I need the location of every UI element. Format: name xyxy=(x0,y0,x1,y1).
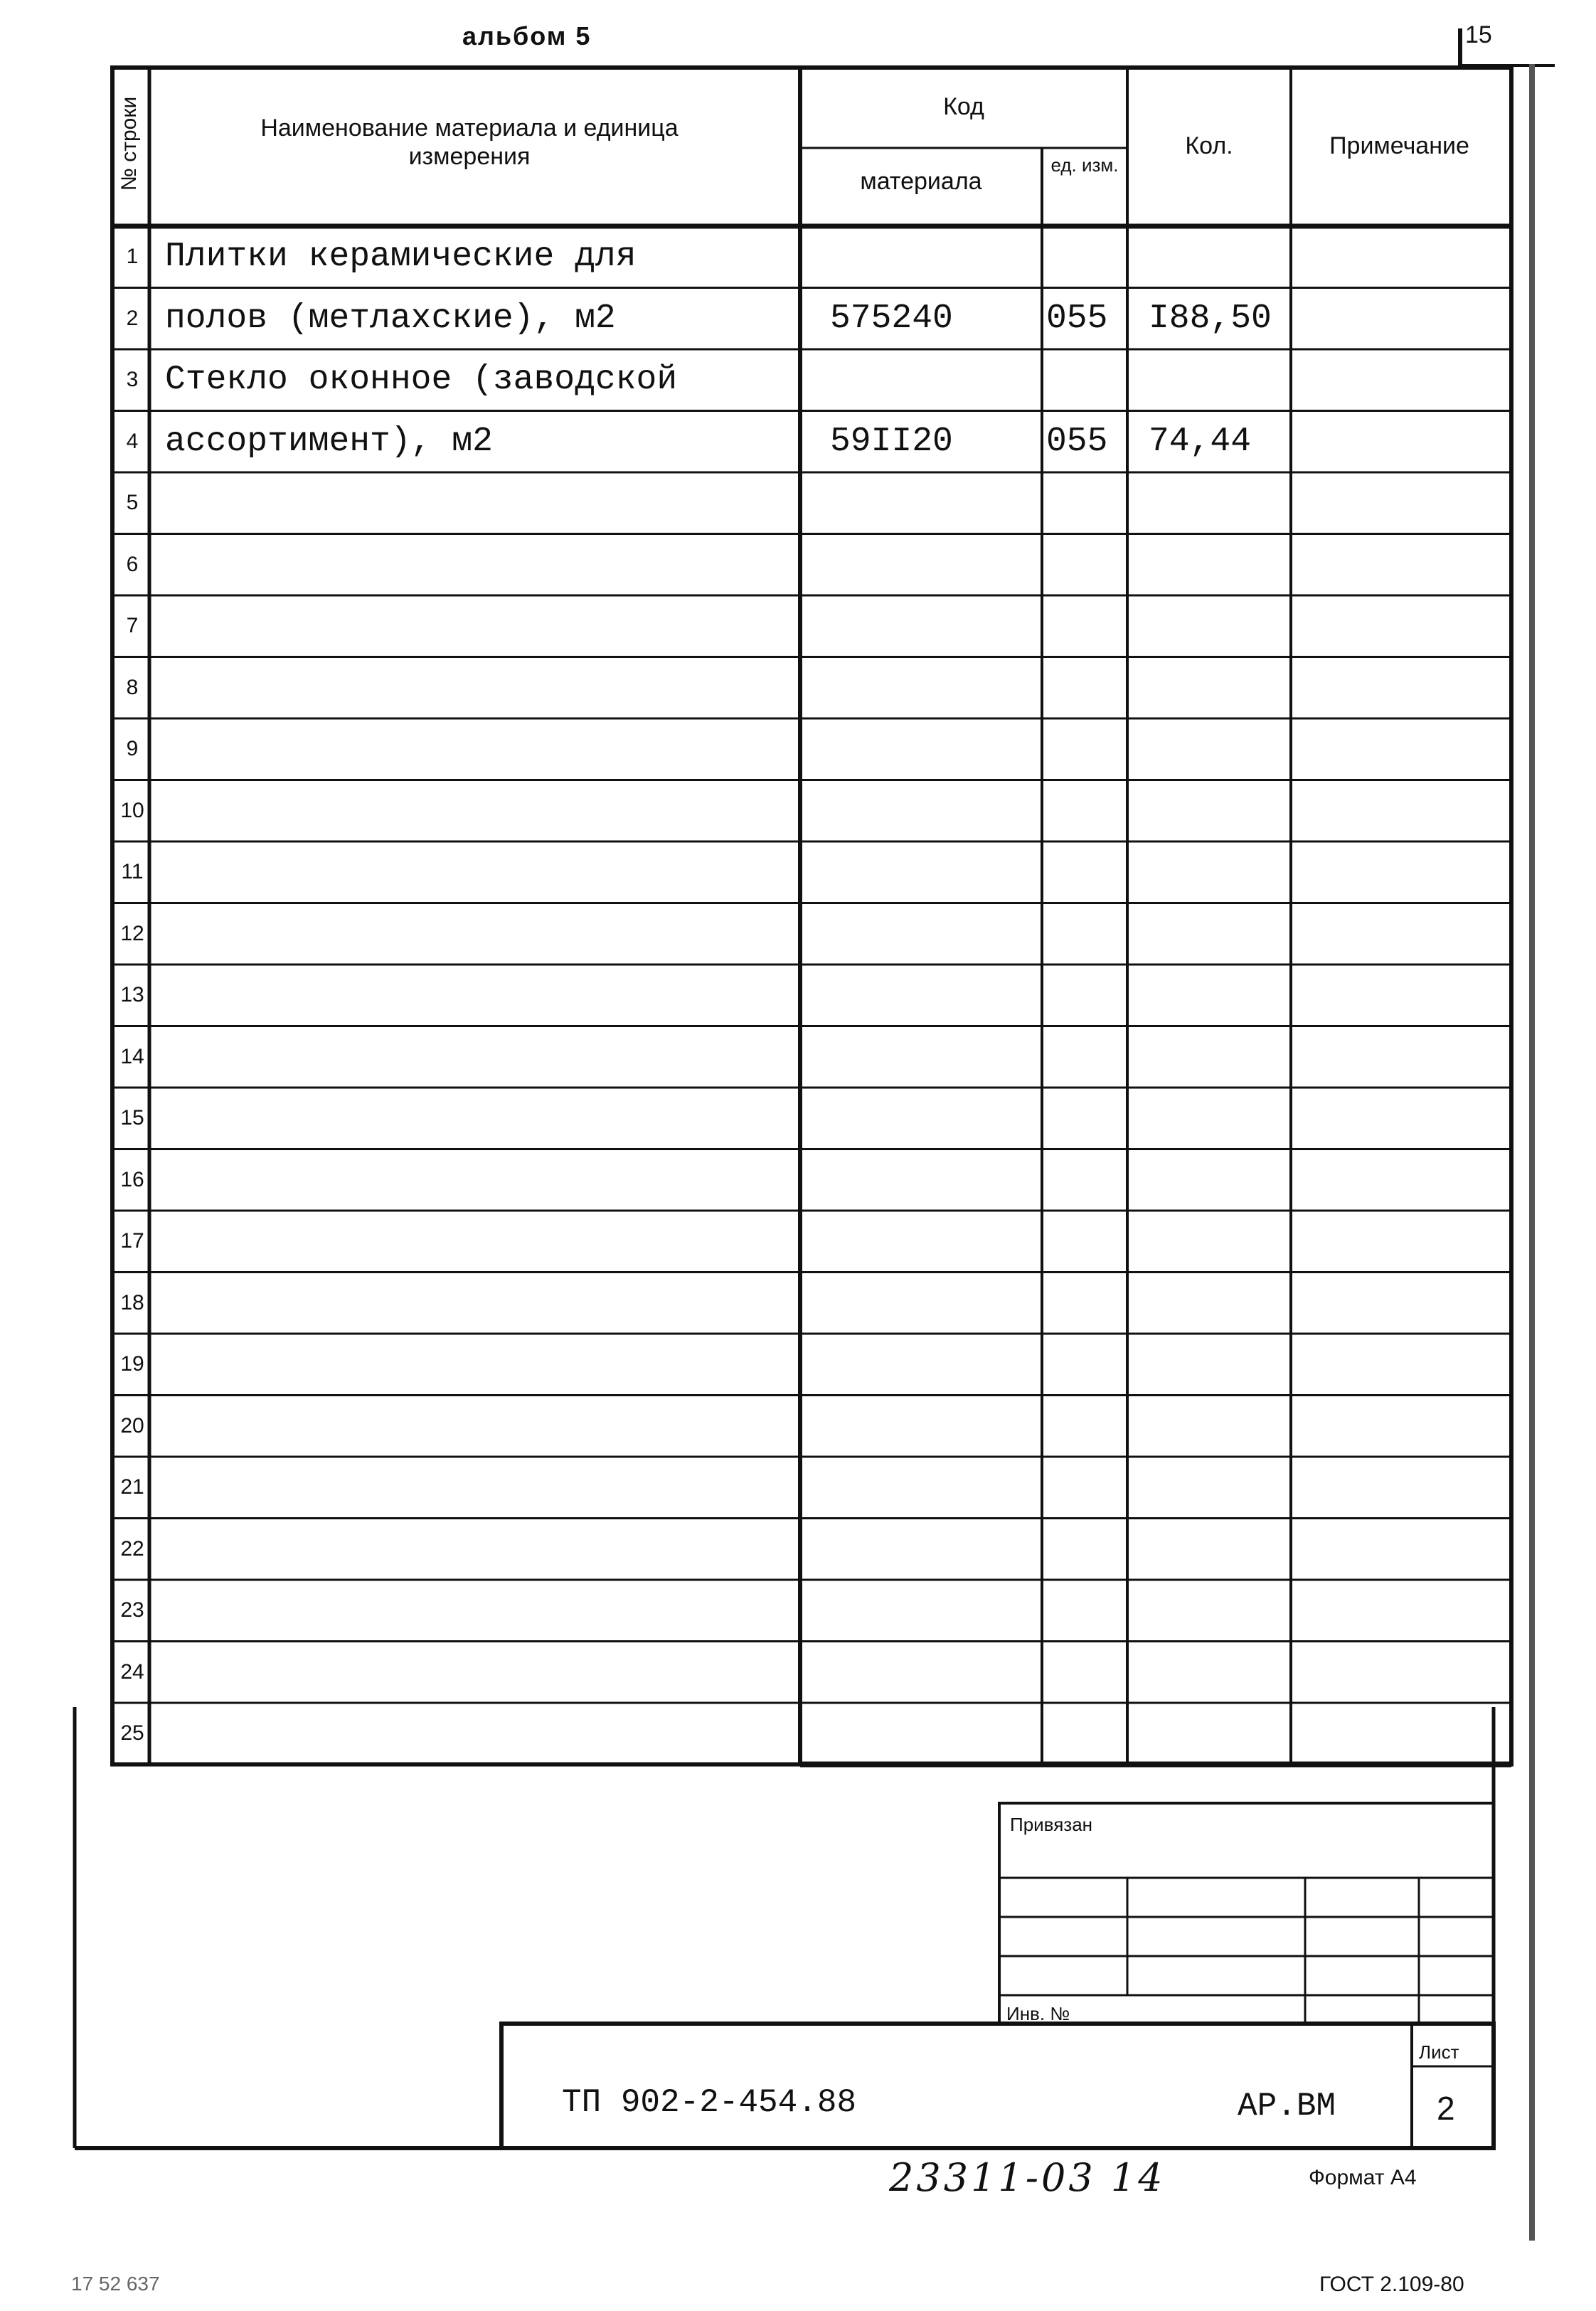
row-name xyxy=(165,1088,794,1149)
row-material-code xyxy=(830,1026,1036,1088)
header-note: Примечание xyxy=(1329,132,1469,159)
row-number: 10 xyxy=(120,798,144,822)
row-quantity xyxy=(1149,595,1284,657)
row-quantity xyxy=(1149,1580,1284,1642)
row-quantity xyxy=(1149,657,1284,719)
row-note xyxy=(1305,1149,1504,1211)
row-material-code xyxy=(830,472,1036,534)
row-unit-code xyxy=(1046,1334,1124,1396)
header-row-number-label: № строки xyxy=(117,96,141,191)
row-quantity xyxy=(1149,349,1284,411)
row-material-code xyxy=(830,1703,1036,1765)
row-note xyxy=(1305,472,1504,534)
row-unit-code xyxy=(1046,657,1124,719)
handwritten-number: 23311-03 14 xyxy=(889,2155,1166,2200)
binding-title: Привязан xyxy=(1010,1814,1093,1835)
row-unit-code xyxy=(1046,841,1124,903)
row-unit-code xyxy=(1046,472,1124,534)
row-material-code xyxy=(830,534,1036,596)
row-note xyxy=(1305,1703,1504,1765)
row-quantity xyxy=(1149,1703,1284,1765)
row-number: 7 xyxy=(126,614,139,637)
row-material-code xyxy=(830,1273,1036,1334)
row-unit-code xyxy=(1046,1211,1124,1273)
row-unit-code xyxy=(1046,1149,1124,1211)
row-unit-code xyxy=(1046,226,1124,288)
row-name xyxy=(165,1642,794,1704)
row-quantity xyxy=(1149,841,1284,903)
row-note xyxy=(1305,1026,1504,1088)
row-unit-code xyxy=(1046,1457,1124,1519)
row-material-code xyxy=(830,1580,1036,1642)
album-label: альбом 5 xyxy=(462,21,592,51)
row-note xyxy=(1305,903,1504,965)
header-row-number xyxy=(112,68,147,224)
inventory-number-label: Инв. № xyxy=(1006,2003,1070,2024)
row-number: 2 xyxy=(126,306,139,330)
row-name xyxy=(165,1211,794,1273)
row-note xyxy=(1305,349,1504,411)
header-name: Наименование материала и единица измерения xyxy=(260,115,679,170)
row-unit-code xyxy=(1046,965,1124,1026)
row-number: 24 xyxy=(120,1659,144,1684)
row-note xyxy=(1305,1334,1504,1396)
row-material-code xyxy=(830,903,1036,965)
row-material-code xyxy=(830,780,1036,842)
row-note xyxy=(1305,965,1504,1026)
row-name xyxy=(165,472,794,534)
row-name xyxy=(165,534,794,596)
row-note xyxy=(1305,411,1504,473)
row-quantity xyxy=(1149,1149,1284,1211)
row-number: 5 xyxy=(126,491,139,514)
row-number: 12 xyxy=(120,921,144,945)
row-unit-code xyxy=(1046,595,1124,657)
row-unit-code xyxy=(1046,1580,1124,1642)
row-quantity: 74,44 xyxy=(1149,422,1252,461)
row-name xyxy=(165,1026,794,1088)
row-number: 13 xyxy=(120,983,144,1006)
row-quantity xyxy=(1149,534,1284,596)
header-qty: Кол. xyxy=(1185,132,1233,159)
header-code-material: материала xyxy=(860,168,982,195)
row-note xyxy=(1305,1519,1504,1580)
row-note xyxy=(1305,841,1504,903)
row-number: 4 xyxy=(126,429,139,453)
row-name xyxy=(165,1519,794,1580)
row-quantity: I88,50 xyxy=(1149,299,1272,338)
row-note xyxy=(1305,226,1504,288)
row-unit-code xyxy=(1046,1273,1124,1334)
row-number: 18 xyxy=(120,1290,144,1314)
row-note xyxy=(1305,718,1504,780)
row-material-code xyxy=(830,226,1036,288)
row-number: 23 xyxy=(120,1598,144,1622)
row-number: 19 xyxy=(120,1352,144,1376)
row-note xyxy=(1305,1457,1504,1519)
row-name xyxy=(165,595,794,657)
row-quantity xyxy=(1149,718,1284,780)
row-unit-code xyxy=(1046,718,1124,780)
row-material-code xyxy=(830,1149,1036,1211)
row-number: 15 xyxy=(120,1106,144,1130)
sheet-label: Лист xyxy=(1419,2041,1459,2063)
row-unit-code xyxy=(1046,349,1124,411)
row-name xyxy=(165,965,794,1026)
row-number: 9 xyxy=(126,737,139,760)
row-number: 20 xyxy=(120,1413,144,1438)
row-material-code xyxy=(830,1642,1036,1704)
row-quantity xyxy=(1149,1211,1284,1273)
row-unit-code xyxy=(1046,1026,1124,1088)
row-material-code xyxy=(830,1334,1036,1396)
row-material-code xyxy=(830,718,1036,780)
row-note xyxy=(1305,1273,1504,1334)
row-note xyxy=(1305,1396,1504,1457)
row-quantity xyxy=(1149,1457,1284,1519)
row-quantity xyxy=(1149,1026,1284,1088)
row-unit-code xyxy=(1046,903,1124,965)
row-quantity xyxy=(1149,1273,1284,1334)
row-unit-code xyxy=(1046,534,1124,596)
row-material-code xyxy=(830,595,1036,657)
row-name xyxy=(165,657,794,719)
row-quantity xyxy=(1149,780,1284,842)
row-quantity xyxy=(1149,226,1284,288)
row-material-code xyxy=(830,1457,1036,1519)
row-note xyxy=(1305,288,1504,350)
row-material-code xyxy=(830,349,1036,411)
row-note xyxy=(1305,1642,1504,1704)
row-unit-code xyxy=(1046,1088,1124,1149)
row-number: 1 xyxy=(126,245,139,268)
row-number: 21 xyxy=(120,1475,144,1499)
row-name xyxy=(165,1273,794,1334)
row-note xyxy=(1305,1580,1504,1642)
row-name xyxy=(165,1457,794,1519)
row-name xyxy=(165,1580,794,1642)
project-code: ТП 902-2-454.88 xyxy=(562,2084,857,2121)
row-name xyxy=(165,780,794,842)
row-material-code xyxy=(830,657,1036,719)
row-number: 3 xyxy=(126,368,139,391)
row-quantity xyxy=(1149,903,1284,965)
row-material-code xyxy=(830,965,1036,1026)
row-name xyxy=(165,1149,794,1211)
row-material-code xyxy=(830,841,1036,903)
gost-label: ГОСТ 2.109-80 xyxy=(1319,2273,1464,2296)
row-quantity xyxy=(1149,1642,1284,1704)
row-quantity xyxy=(1149,1334,1284,1396)
format-label: Формат А4 xyxy=(1309,2166,1417,2189)
header-code-unit: ед. изм. xyxy=(1050,154,1119,176)
row-number: 11 xyxy=(121,860,144,883)
row-note xyxy=(1305,1211,1504,1273)
row-number: 22 xyxy=(120,1536,144,1561)
row-number: 17 xyxy=(120,1229,144,1253)
row-name xyxy=(165,1703,794,1765)
page-number: 15 xyxy=(1465,21,1492,48)
row-number: 8 xyxy=(126,675,139,699)
row-name: Стекло оконное (заводской xyxy=(165,361,678,399)
sheet-number: 2 xyxy=(1437,2090,1455,2127)
row-material-code xyxy=(830,1088,1036,1149)
row-number: 6 xyxy=(126,552,139,576)
row-material-code: 575240 xyxy=(830,299,953,338)
row-name xyxy=(165,841,794,903)
row-unit-code: 055 xyxy=(1046,422,1108,461)
row-name: Плитки керамические для xyxy=(165,238,637,276)
row-note xyxy=(1305,780,1504,842)
row-name xyxy=(165,1334,794,1396)
bottom-left-mark: 17 52 637 xyxy=(71,2273,160,2295)
row-material-code xyxy=(830,1519,1036,1580)
row-name xyxy=(165,903,794,965)
row-note xyxy=(1305,657,1504,719)
row-unit-code xyxy=(1046,1703,1124,1765)
row-name xyxy=(165,1396,794,1457)
row-name: полов (метлахские), м2 xyxy=(165,299,616,338)
row-unit-code xyxy=(1046,1396,1124,1457)
row-material-code xyxy=(830,1211,1036,1273)
row-quantity xyxy=(1149,965,1284,1026)
row-number: 25 xyxy=(120,1721,144,1745)
row-material-code: 59II20 xyxy=(830,422,953,461)
row-quantity xyxy=(1149,1396,1284,1457)
row-quantity xyxy=(1149,1519,1284,1580)
row-quantity xyxy=(1149,1088,1284,1149)
section-code: АР.ВМ xyxy=(1238,2088,1336,2125)
row-note xyxy=(1305,534,1504,596)
row-unit-code xyxy=(1046,1642,1124,1704)
row-unit-code xyxy=(1046,1519,1124,1580)
row-number: 14 xyxy=(120,1044,144,1068)
row-note xyxy=(1305,1088,1504,1149)
row-material-code xyxy=(830,1396,1036,1457)
row-name xyxy=(165,718,794,780)
row-name: ассортимент), м2 xyxy=(165,422,493,461)
row-unit-code xyxy=(1046,780,1124,842)
row-quantity xyxy=(1149,472,1284,534)
row-unit-code: 055 xyxy=(1046,299,1108,338)
row-number: 16 xyxy=(120,1167,144,1191)
header-code: Код xyxy=(943,93,984,120)
row-note xyxy=(1305,595,1504,657)
